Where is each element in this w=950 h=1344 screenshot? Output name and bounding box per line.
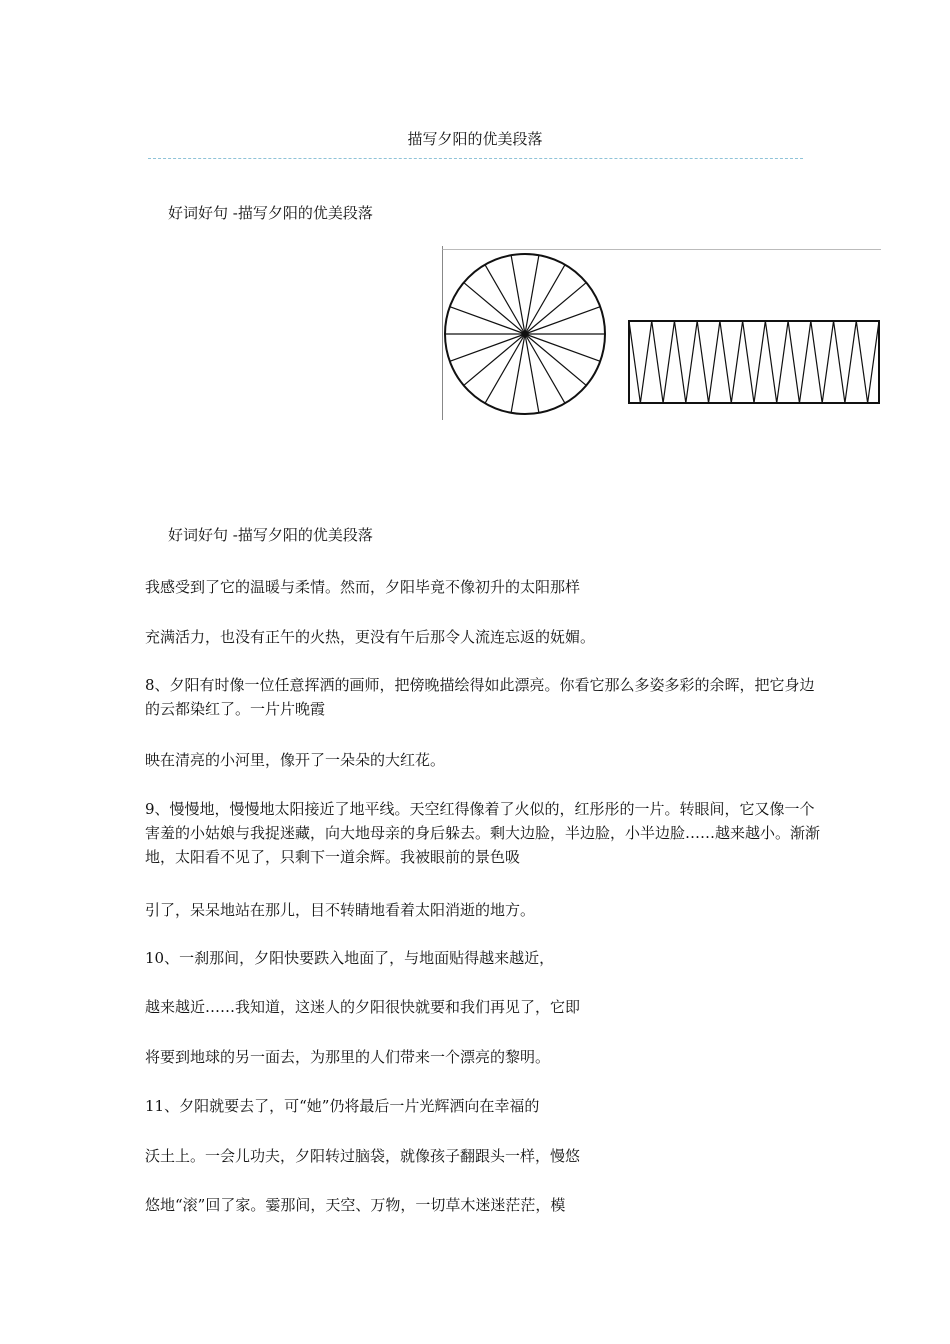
paragraph-1: 我感受到了它的温暖与柔情。然而，夕阳毕竟不像初升的太阳那样	[145, 578, 581, 596]
paragraph-10: 11、夕阳就要去了，可“她”仍将最后一片光辉洒向在幸福的	[145, 1097, 540, 1115]
paragraph-5: 9、慢慢地，慢慢地太阳接近了地平线。天空红得像着了火似的，红彤彤的一片。转眼间，它又像一个害羞的小姑娘与我捉迷藏，向大地母亲的身后躲去。剩大边脸，半边脸，小半边脸……越来越小。渐渐地，太阳看不见了，只剩下一道余辉。我被眼前的景色吸	[145, 800, 821, 866]
geometry-figure-svg	[441, 246, 883, 420]
spoked-circle	[445, 254, 605, 414]
zigzag-rectangle	[629, 321, 879, 403]
wheel-spoke	[525, 283, 586, 334]
dashed-divider	[148, 158, 803, 159]
wheel-spoke	[450, 334, 525, 361]
subheading-first: 好词好句 -描写夕阳的优美段落	[168, 204, 373, 222]
paragraph-2: 充满活力，也没有正午的火热，更没有午后那令人流连忘返的妩媚。	[145, 628, 596, 646]
paragraph-9: 将要到地球的另一面去，为那里的人们带来一个漂亮的黎明。	[145, 1048, 551, 1066]
paragraph-7: 10、一刹那间，夕阳快要跌入地面了，与地面贴得越来越近，	[145, 949, 555, 967]
paragraph-3: 8、夕阳有时像一位任意挥洒的画师，把傍晚描绘得如此漂亮。你看它那么多姿多彩的余晖，把它身边的云都染红了。一片片晚霞	[145, 676, 815, 718]
wheel-spoke	[450, 307, 525, 334]
paragraph-8: 越来越近……我知道，这迷人的夕阳很快就要和我们再见了，它即	[145, 998, 581, 1016]
paragraph-11: 沃土上。一会儿功夫，夕阳转过脑袋，就像孩子翻跟头一样，慢悠	[145, 1147, 581, 1165]
embedded-figure	[441, 246, 883, 420]
wheel-spoke	[525, 334, 600, 361]
zigzag-frame	[629, 321, 879, 403]
wheel-spoke	[525, 307, 600, 334]
paragraph-6: 引了，呆呆地站在那儿，目不转睛地看着太阳消逝的地方。	[145, 901, 536, 919]
page-title: 描写夕阳的优美段落	[407, 130, 543, 148]
paragraph-12: 悠地“滚”回了家。霎那间，天空、万物，一切草木迷迷茫茫，模	[145, 1196, 566, 1214]
wheel-spoke	[525, 334, 586, 385]
paragraph-4: 映在清亮的小河里，像开了一朵朵的大红花。	[145, 751, 446, 769]
wheel-spoke	[464, 334, 525, 385]
zigzag-line	[629, 321, 879, 403]
wheel-spoke	[464, 283, 525, 334]
subheading-second: 好词好句 -描写夕阳的优美段落	[168, 526, 373, 544]
